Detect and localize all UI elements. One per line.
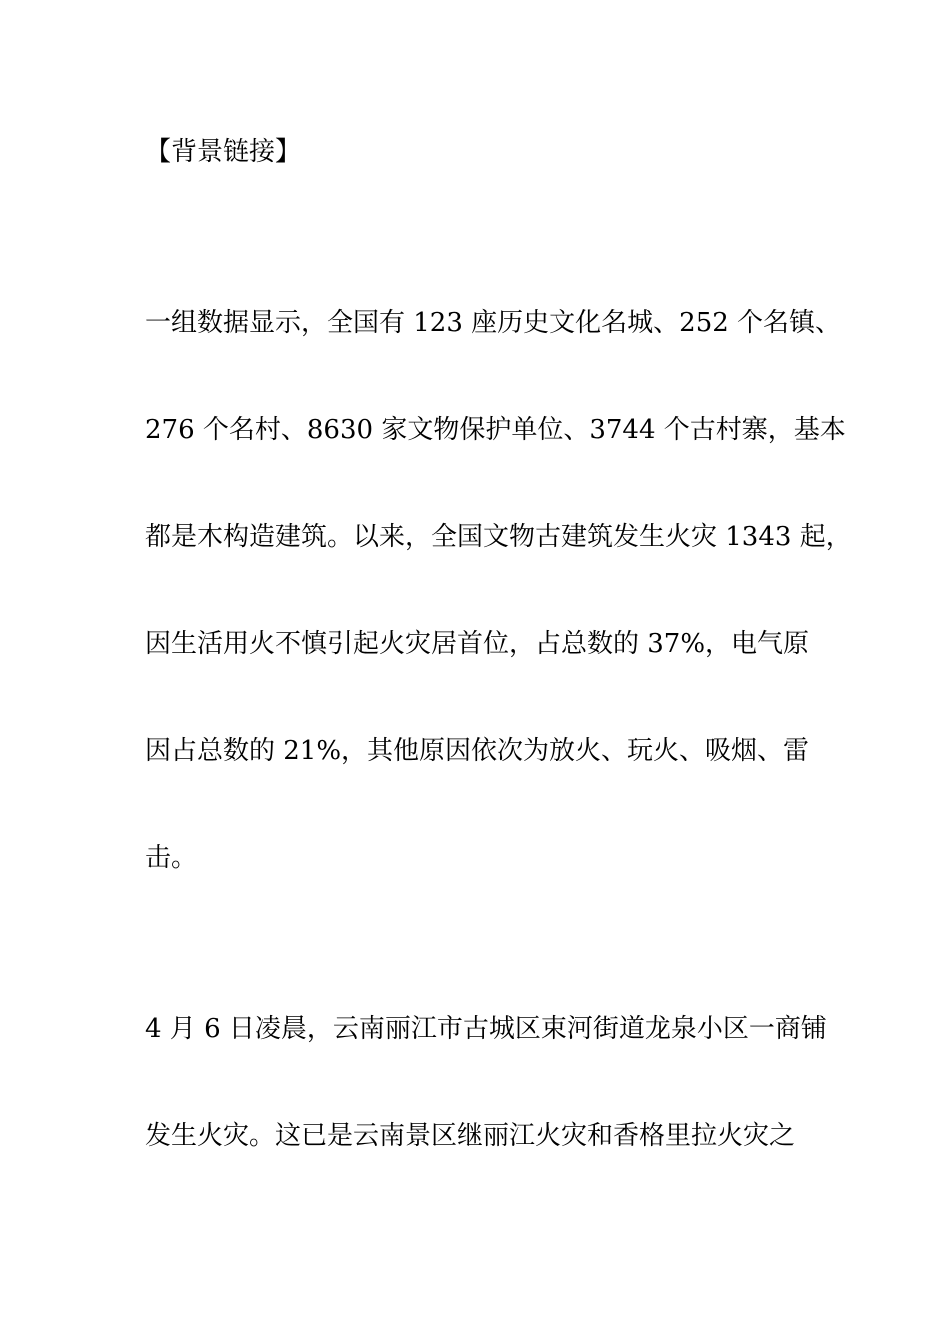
paragraph-line: 都是木构造建筑。以来，全国文物古建筑发生火灾 1343 起，	[145, 522, 852, 552]
paragraph-line: 击。	[145, 843, 198, 873]
paragraph-line: 因占总数的 21%，其他原因依次为放火、玩火、吸烟、雷	[145, 736, 810, 766]
section-heading: 【背景链接】	[145, 137, 302, 167]
paragraph-line: 一组数据显示，全国有 123 座历史文化名城、252 个名镇、	[145, 308, 842, 338]
paragraph-line: 276 个名村、8630 家文物保护单位、3744 个古村寨，基本	[145, 415, 846, 445]
paragraph-line: 4 月 6 日凌晨，云南丽江市古城区束河街道龙泉小区一商铺	[145, 1014, 827, 1044]
paragraph-line: 发生火灾。这已是云南景区继丽江火灾和香格里拉火灾之	[145, 1121, 796, 1151]
paragraph-line: 因生活用火不慎引起火灾居首位，占总数的 37%，电气原	[145, 629, 810, 659]
